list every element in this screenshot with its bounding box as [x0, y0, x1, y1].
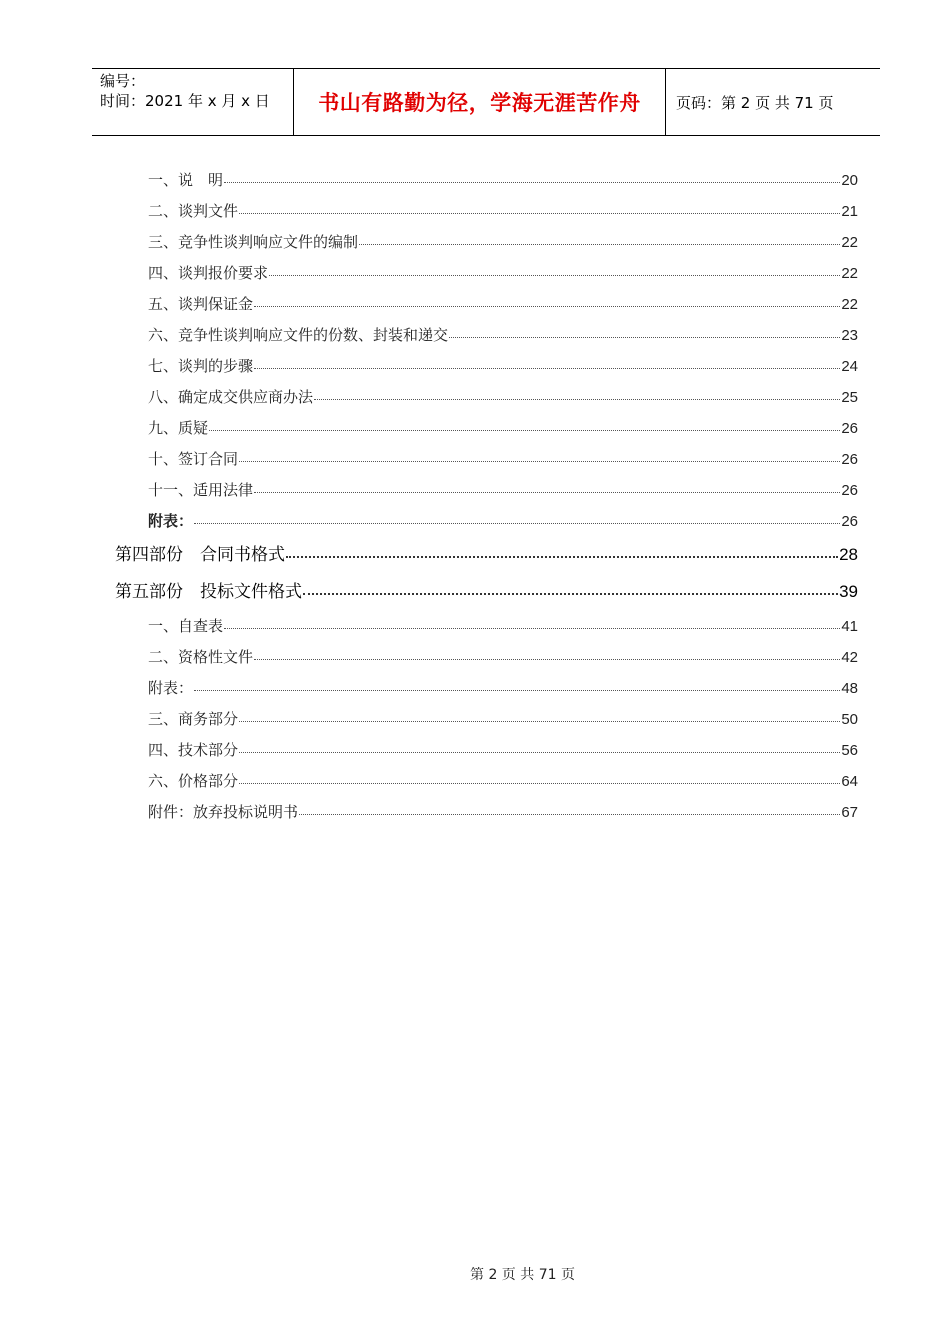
toc-entry[interactable]	[148, 324, 858, 345]
toc-entry-page: 23	[841, 327, 858, 344]
toc-entry[interactable]	[148, 739, 858, 760]
toc-entry-page: 26	[841, 420, 858, 437]
toc-leader-dots	[254, 491, 840, 493]
toc-leader-dots	[239, 212, 840, 214]
toc-entry[interactable]	[148, 200, 858, 221]
toc-entry-page: 39	[839, 582, 858, 601]
toc-entry-label: 三、竞争性谈判响应文件的编制	[148, 233, 359, 251]
toc-entry-page: 22	[841, 296, 858, 313]
toc-entry-page: 67	[841, 804, 858, 821]
page-footer: 第 2 页 共 71 页	[470, 1267, 575, 1283]
toc-entry-page: 28	[839, 545, 858, 564]
toc-entry[interactable]	[148, 293, 858, 314]
toc-entry-page: 41	[841, 618, 858, 635]
toc-leader-dots	[449, 336, 840, 338]
toc-entry[interactable]	[148, 386, 858, 407]
header-page-info: 页码：第 2 页 共 71 页	[676, 93, 834, 112]
toc-entry-page: 22	[841, 234, 858, 251]
toc-leader-dots	[303, 592, 838, 595]
toc-entry[interactable]	[148, 615, 858, 636]
toc-leader-dots	[194, 522, 840, 524]
header-motto: 书山有路勤为径，学海无涯苦作舟	[293, 69, 666, 135]
toc-entry-page: 20	[841, 172, 858, 189]
toc-entry-label: 七、谈判的步骤	[148, 357, 254, 375]
toc-entry-label: 四、技术部分	[148, 741, 239, 759]
toc-leader-dots	[254, 658, 840, 660]
toc-leader-dots	[254, 367, 840, 369]
toc-entry-label: 十一、适用法律	[148, 481, 254, 499]
toc-entry-label: 一、说 明	[148, 171, 224, 189]
document-number-label: 编号：	[100, 72, 146, 90]
toc-leader-dots	[269, 274, 840, 276]
toc-entry-label: 九、质疑	[148, 419, 209, 437]
toc-entry-page: 26	[841, 451, 858, 468]
toc-entry-label: 第四部份 合同书格式	[115, 545, 285, 565]
toc-entry[interactable]	[148, 417, 858, 438]
toc-entry-label: 二、谈判文件	[148, 202, 239, 220]
toc-entry[interactable]	[148, 770, 858, 791]
toc-entry-page: 24	[841, 358, 858, 375]
toc-entry[interactable]	[148, 646, 858, 667]
toc-entry[interactable]	[148, 510, 858, 531]
toc-entry-label: 六、竞争性谈判响应文件的份数、封装和递交	[148, 326, 449, 344]
toc-entry-label: 附件：放弃投标说明书	[148, 803, 299, 821]
toc-entry-page: 50	[841, 711, 858, 728]
toc-leader-dots	[194, 689, 840, 691]
toc-entry-page: 42	[841, 649, 858, 666]
toc-entry-label: 六、价格部分	[148, 772, 239, 790]
toc-leader-dots	[286, 555, 838, 558]
toc-leader-dots	[209, 429, 840, 431]
toc-section-entry[interactable]	[115, 540, 858, 565]
toc-entry-page: 25	[841, 389, 858, 406]
toc-leader-dots	[239, 460, 840, 462]
toc-entry-label: 四、谈判报价要求	[148, 264, 269, 282]
document-time-label: 时间：2021 年 x 月 x 日	[100, 92, 270, 110]
toc-entry-label: 三、商务部分	[148, 710, 239, 728]
toc-entry[interactable]	[148, 262, 858, 283]
toc-leader-dots	[254, 305, 840, 307]
toc-entry[interactable]	[148, 448, 858, 469]
toc-leader-dots	[299, 813, 840, 815]
toc-leader-dots	[239, 751, 840, 753]
toc-entry-page: 22	[841, 265, 858, 282]
toc-entry-label: 五、谈判保证金	[148, 295, 254, 313]
toc-section-entry[interactable]	[115, 577, 858, 602]
toc-leader-dots	[239, 782, 840, 784]
toc-entry[interactable]	[148, 169, 858, 190]
toc-entry[interactable]	[148, 355, 858, 376]
toc-entry-page: 26	[841, 482, 858, 499]
toc-leader-dots	[224, 627, 840, 629]
toc-entry[interactable]	[148, 708, 858, 729]
toc-entry-label: 十、签订合同	[148, 450, 239, 468]
toc-entry-page: 56	[841, 742, 858, 759]
toc-entry-label: 附表：	[148, 512, 194, 530]
toc-leader-dots	[314, 398, 840, 400]
toc-entry[interactable]	[148, 479, 858, 500]
toc-entry-page: 48	[841, 680, 858, 697]
header-meta	[92, 69, 293, 135]
toc-entry-label: 附表：	[148, 679, 194, 697]
toc-entry-label: 八、确定成交供应商办法	[148, 388, 314, 406]
toc-entry-page: 64	[841, 773, 858, 790]
page-header	[92, 68, 880, 136]
toc-entry-label: 第五部份 投标文件格式	[115, 582, 302, 602]
toc-leader-dots	[239, 720, 840, 722]
toc-entry[interactable]	[148, 231, 858, 252]
toc-entry-page: 26	[841, 513, 858, 530]
toc-entry[interactable]	[148, 677, 858, 698]
toc-leader-dots	[359, 243, 840, 245]
toc-entry-label: 一、自查表	[148, 617, 224, 635]
toc-entry-page: 21	[841, 203, 858, 220]
toc-leader-dots	[224, 181, 840, 183]
toc-entry-label: 二、资格性文件	[148, 648, 254, 666]
toc-entry[interactable]	[148, 801, 858, 822]
